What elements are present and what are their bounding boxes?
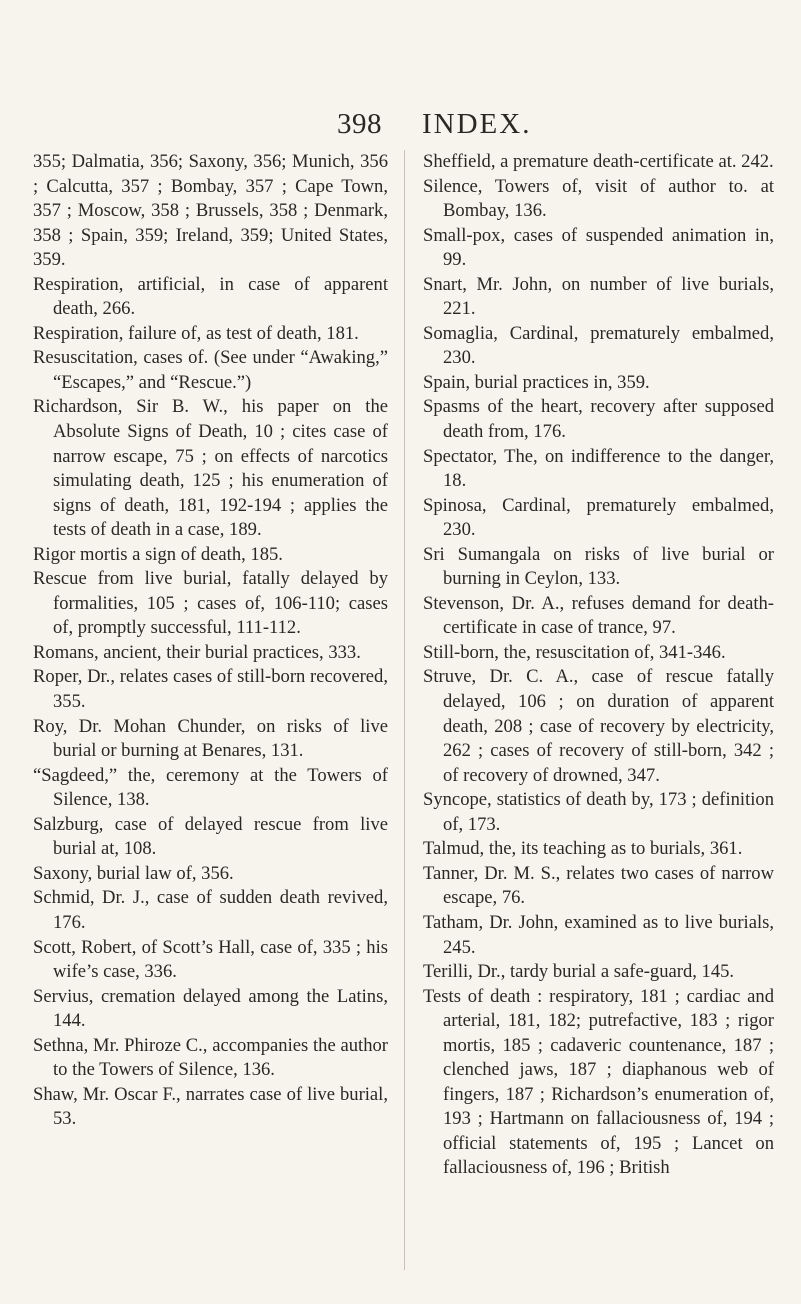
index-entry: Tatham, Dr. John, examined as to live burials, 245. — [423, 911, 774, 958]
index-entry: Roper, Dr., relates cases of still-born recovered, 355. — [33, 666, 388, 713]
page-header — [0, 108, 801, 148]
index-entry: Roy, Dr. Mohan Chunder, on risks of live burial or burning at Benares, 131. — [33, 715, 388, 762]
index-entry: 355; Dalmatia, 356; Saxony, 356; Munich, 356 ; Calcutta, 357 ; Bombay, 357 ; Cape Town, 357 ; Moscow, 358 ; Brussels, 358 ; Denmark, 358 ; Spain, 359; Ireland, 359; United States, 359. — [33, 151, 388, 271]
index-entry: Spasms of the heart, recovery after supposed death from, 176. — [423, 396, 774, 443]
index-entry: Respiration, failure of, as test of death, 181. — [33, 322, 359, 344]
index-entry: Sheffield, a premature death-certificate at. 242. — [423, 151, 774, 172]
index-entry: Silence, Towers of, visit of author to. at Bombay, 136. — [423, 175, 774, 222]
index-entry: Tanner, Dr. M. S., relates two cases of narrow escape, 76. — [423, 862, 774, 909]
index-entry: Salzburg, case of delayed rescue from live burial at, 108. — [33, 813, 388, 860]
index-entry: Snart, Mr. John, on number of live burials, 221. — [423, 273, 774, 320]
index-entry: Terilli, Dr., tardy burial a safe-guard, 145. — [423, 961, 735, 983]
index-entry: Scott, Robert, of Scott’s Hall, case of, 335 ; his wife’s case, 336. — [33, 936, 388, 983]
column-divider — [404, 150, 405, 1270]
index-entry: Spectator, The, on indifference to the danger, 18. — [423, 445, 774, 492]
index-entry: Sethna, Mr. Phiroze C., accompanies the author to the Towers of Silence, 136. — [33, 1034, 388, 1081]
index-entry: Richardson, Sir B. W., his paper on the Absolute Signs of Death, 10 ; cites case of narrow escape, 75 ; on effects of narcotics simulating death, 125 ; his enumeration of signs of death, 181, 192-194 ; applies the tests of death in a case, 189. — [33, 396, 388, 541]
index-entry: Struve, Dr. C. A., case of rescue fatally delayed, 106 ; on duration of apparent death, 208 ; case of recovery by electricity, 262 ; cases of recovery of still-born, 342 ; of recovery of drowned, 347. — [423, 666, 774, 786]
index-entry: Respiration, artificial, in case of apparent death, 266. — [33, 273, 388, 320]
index-entry: Stevenson, Dr. A., refuses demand for death-certificate in case of trance, 97. — [423, 592, 774, 639]
index-entry: Schmid, Dr. J., case of sudden death revived, 176. — [33, 887, 388, 933]
index-entry: Small-pox, cases of suspended animation in, 99. — [423, 224, 774, 271]
index-entry: “Sagdeed,” the, ceremony at the Towers of Silence, 138. — [33, 764, 388, 811]
index-entry: Tests of death : respiratory, 181 ; cardiac and arterial, 181, 182; putrefactive, 183 ; rigor mortis, 185 ; cadaveric countenance, 187 ; clenched jaws, 187 ; diaphanous web of fingers, 187 ; Richardson’s enumeration of, 193 ; Hartmann on fallaciousness of, 194 ; official statements of, 195 ; Lancet on fallaciousness of, 196 ; British — [423, 985, 774, 1179]
index-entry: Syncope, statistics of death by, 173 ; definition of, 173. — [423, 789, 774, 835]
index-entry: Still-born, the, resuscitation of, 341-346. — [423, 641, 726, 663]
index-entry: Rescue from live burial, fatally delayed by formalities, 105 ; cases of, 106-110; cases of, promptly successful, 111-112. — [33, 568, 388, 639]
index-entry: Sri Sumangala on risks of live burial or burning in Ceylon, 133. — [423, 543, 774, 590]
page-number: 398 — [337, 108, 382, 140]
index-entry: Spain, burial practices in, 359. — [423, 371, 650, 393]
index-column-right — [423, 150, 774, 1280]
index-entry: Resuscitation, cases of. (See under “Awaking,” “Escapes,” and “Rescue.”) — [33, 347, 388, 393]
index-entry: Spinosa, Cardinal, prematurely embalmed, 230. — [423, 494, 774, 541]
index-entry: Saxony, burial law of, 356. — [33, 862, 234, 884]
index-column-left — [33, 150, 388, 1280]
index-entry: Romans, ancient, their burial practices, 333. — [33, 641, 361, 663]
index-entry: Talmud, the, its teaching as to burials, 361. — [423, 838, 743, 860]
index-entry: Somaglia, Cardinal, prematurely embalmed, 230. — [423, 322, 774, 369]
running-head: INDEX. — [422, 108, 532, 140]
index-entry: Servius, cremation delayed among the Latins, 144. — [33, 985, 388, 1032]
index-entry: Shaw, Mr. Oscar F., narrates case of live burial, 53. — [33, 1083, 388, 1130]
index-entry: Rigor mortis a sign of death, 185. — [33, 543, 283, 565]
